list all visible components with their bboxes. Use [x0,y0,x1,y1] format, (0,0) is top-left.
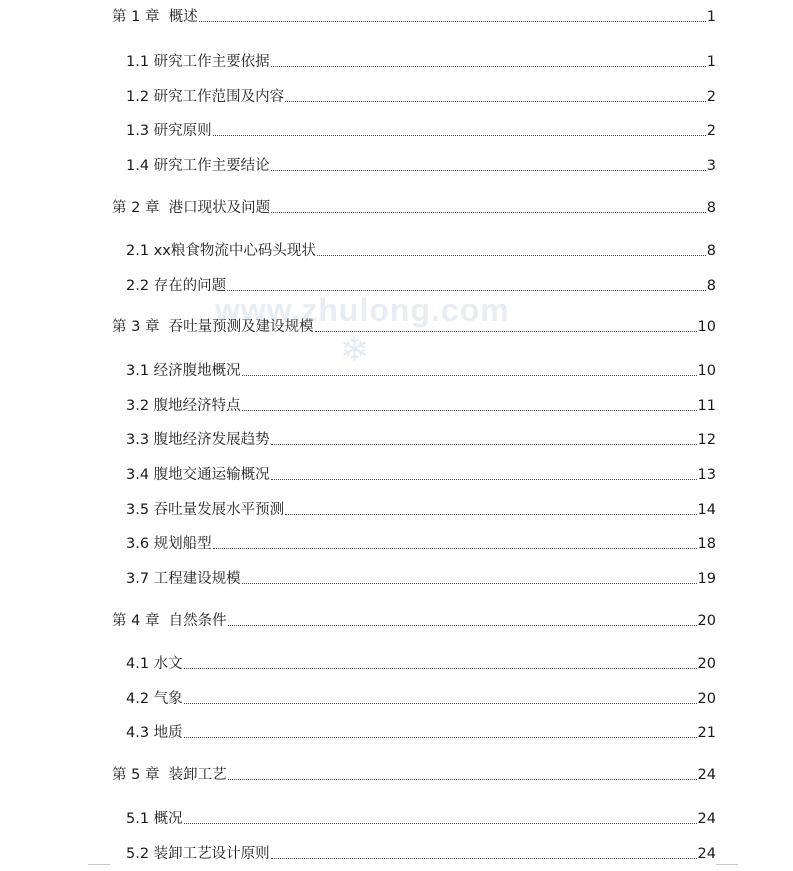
toc-entry-label: 3.3 腹地经济发展趋势 [126,432,270,448]
toc-dot-leader [228,779,697,780]
toc-dot-leader [271,479,697,480]
toc-dot-leader [184,823,697,824]
toc-dot-leader [271,66,706,67]
toc-entry-label: 1.4 研究工作主要结论 [126,158,270,174]
toc-section-entry[interactable] [126,841,716,863]
toc-dot-leader [271,858,697,859]
toc-page-number: 8 [706,243,716,259]
toc-dot-leader [242,583,697,584]
toc-section-entry[interactable] [126,153,716,175]
toc-page-number: 24 [697,767,716,783]
toc-entry-label: 5.2 装卸工艺设计原则 [126,846,270,862]
toc-dot-leader [184,668,697,669]
toc-section-entry[interactable] [126,84,716,106]
toc-page-number: 8 [706,200,716,216]
toc-dot-leader [242,410,697,411]
toc-dot-leader [184,703,697,704]
toc-section-entry[interactable] [126,427,716,449]
toc-section-entry[interactable] [126,238,716,260]
toc-dot-leader [285,101,706,102]
toc-page-number: 24 [697,846,716,862]
toc-entry-label: 第 1 章 概述 [112,9,198,25]
toc-entry-label: 3.1 经济腹地概况 [126,363,241,379]
toc-page-number: 24 [697,811,716,827]
toc-page-number: 1 [706,54,716,70]
toc-page-number: 14 [697,502,716,518]
toc-entry-label: 1.3 研究原则 [126,123,212,139]
toc-section-entry[interactable] [126,806,716,828]
toc-page-number: 20 [697,656,716,672]
toc-page-number: 2 [706,89,716,105]
toc-entry-label: 4.2 气象 [126,691,183,707]
toc-page-number: 3 [706,158,716,174]
toc-entry-label: 1.1 研究工作主要依据 [126,54,270,70]
toc-dot-leader [271,170,706,171]
toc-entry-label: 2.1 xx粮食物流中心码头现状 [126,243,316,259]
toc-dot-leader [227,290,706,291]
toc-page-number: 21 [697,725,716,741]
toc-page-number: 2 [706,123,716,139]
toc-entry-label: 4.1 水文 [126,656,183,672]
toc-section-entry[interactable] [126,462,716,484]
toc-section-entry[interactable] [126,393,716,415]
toc-dot-leader [213,135,706,136]
toc-dot-leader [285,514,696,515]
toc-entry-label: 3.4 腹地交通运输概况 [126,467,270,483]
toc-page-number: 8 [706,278,716,294]
toc-section-entry[interactable] [126,273,716,295]
toc-page-number: 10 [697,363,716,379]
toc-chapter-entry[interactable] [112,762,716,784]
toc-section-entry[interactable] [126,531,716,553]
toc-chapter-entry[interactable] [112,195,716,217]
toc-entry-label: 第 3 章 吞吐量预测及建设规模 [112,319,314,335]
toc-page-number: 19 [697,571,716,587]
toc-page-number: 20 [697,691,716,707]
toc-entry-label: 1.2 研究工作范围及内容 [126,89,285,105]
toc-entry-label: 5.1 概况 [126,811,183,827]
toc-section-entry[interactable] [126,497,716,519]
toc-chapter-entry[interactable] [112,608,716,630]
toc-dot-leader [213,548,697,549]
toc-entry-label: 2.2 存在的问题 [126,278,227,294]
toc-page-number: 10 [697,319,716,335]
toc-dot-leader [199,21,706,22]
toc-section-entry[interactable] [126,686,716,708]
toc-dot-leader [271,444,697,445]
watermark: www.zhulong.com [215,292,510,328]
toc-page-number: 18 [697,536,716,552]
toc-section-entry[interactable] [126,720,716,742]
toc-dot-leader [228,625,697,626]
toc-entry-label: 4.3 地质 [126,725,183,741]
toc-page-number: 13 [697,467,716,483]
toc-page-number: 1 [706,9,716,25]
snowflake-icon: ❄ [340,330,369,370]
toc-entry-label: 第 4 章 自然条件 [112,613,227,629]
toc-section-entry[interactable] [126,358,716,380]
toc-entry-label: 3.5 吞吐量发展水平预测 [126,502,285,518]
toc-entry-label: 3.6 规划船型 [126,536,212,552]
toc-entry-label: 第 2 章 港口现状及问题 [112,200,271,216]
toc-dot-leader [271,212,706,213]
toc-chapter-entry[interactable] [112,4,716,26]
toc-page-number: 20 [697,613,716,629]
toc-entry-label: 第 5 章 装卸工艺 [112,767,227,783]
toc-chapter-entry[interactable] [112,314,716,336]
toc-dot-leader [315,331,697,332]
toc-section-entry[interactable] [126,566,716,588]
toc-page-number: 12 [697,432,716,448]
toc-entry-label: 3.7 工程建设规模 [126,571,241,587]
toc-entry-label: 3.2 腹地经济特点 [126,398,241,414]
toc-section-entry[interactable] [126,49,716,71]
toc-dot-leader [242,375,697,376]
toc-section-entry[interactable] [126,118,716,140]
page-corner-mark [88,864,110,871]
toc-page-number: 11 [697,398,716,414]
toc-dot-leader [317,255,706,256]
toc-section-entry[interactable] [126,651,716,673]
page-corner-mark [716,864,738,871]
toc-dot-leader [184,737,697,738]
